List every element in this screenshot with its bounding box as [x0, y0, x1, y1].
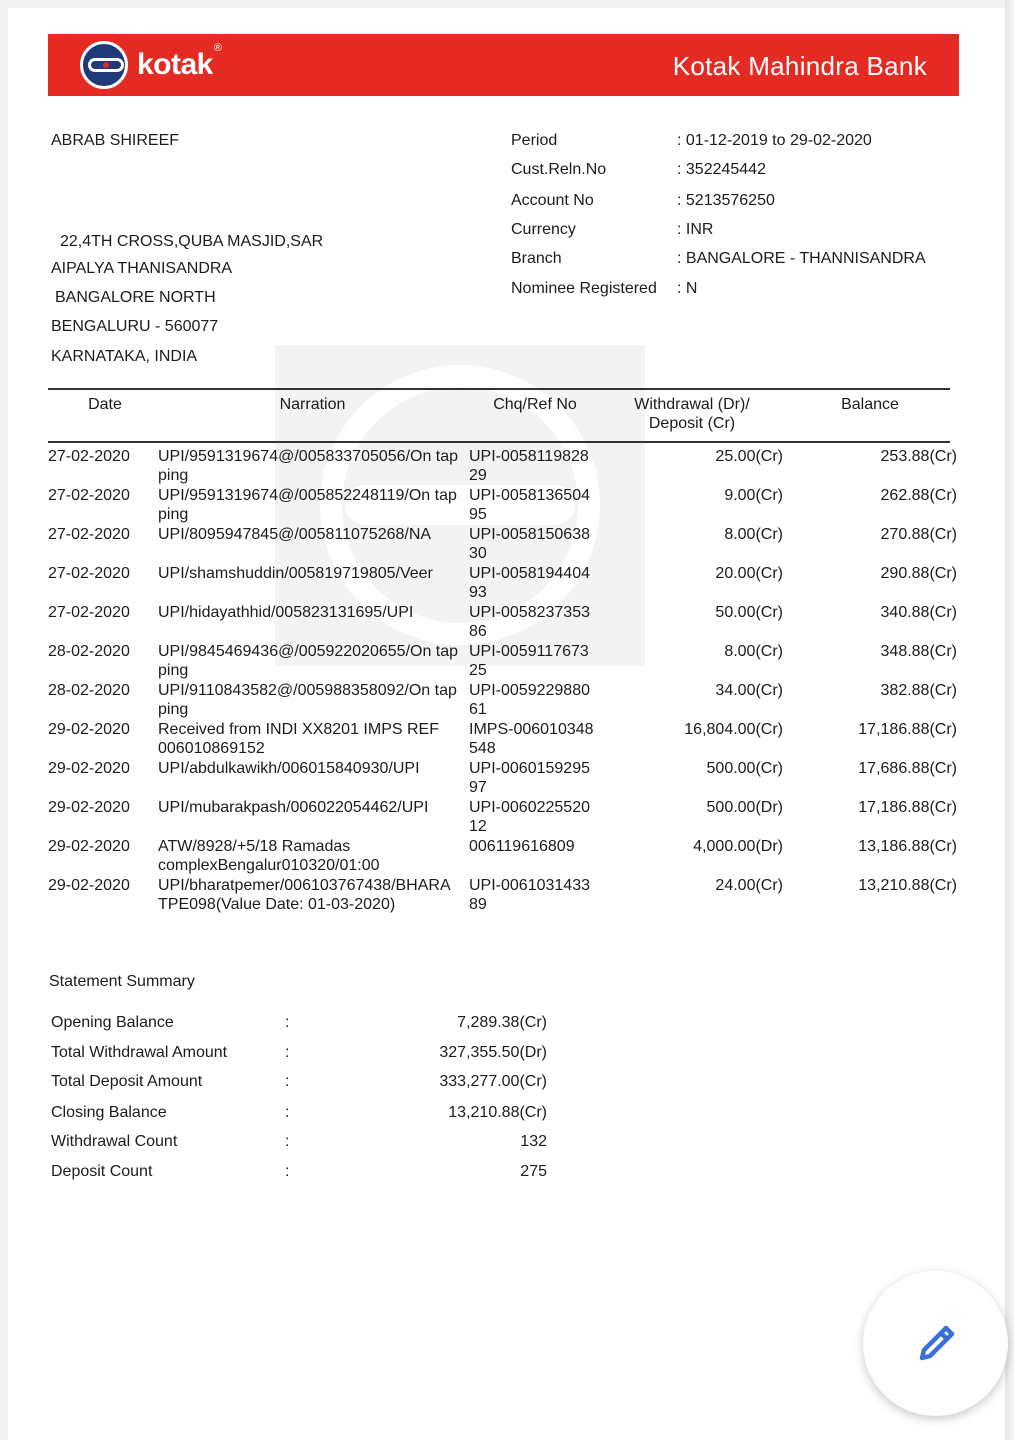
- txn-amount: 34.00(Cr): [715, 682, 783, 699]
- summary-colon: :: [285, 1133, 290, 1150]
- header-date: Date: [88, 396, 122, 413]
- header-amount-line2: Deposit (Cr): [648, 415, 736, 432]
- table-row: [48, 642, 959, 681]
- txn-amount: 4,000.00(Dr): [693, 838, 783, 855]
- table-row: [48, 447, 959, 486]
- summary-row: [51, 1104, 547, 1128]
- info-value: : 352245442: [677, 161, 766, 178]
- info-value: : N: [677, 280, 698, 297]
- txn-narration: ATW/8928/+5/18 Ramadas complexBengalur010320/01:00: [158, 838, 380, 874]
- txn-balance: 340.88(Cr): [880, 604, 957, 621]
- summary-colon: :: [285, 1163, 290, 1180]
- txn-amount: 16,804.00(Cr): [684, 721, 783, 738]
- edit-fab-button[interactable]: [863, 1271, 1008, 1416]
- logo-text: kotak: [137, 48, 213, 81]
- txn-narration: UPI/mubarakpash/006022054462/UPI: [158, 799, 429, 816]
- summary-label: Withdrawal Count: [51, 1133, 178, 1150]
- info-label: Account No: [511, 192, 594, 209]
- table-row: [48, 681, 959, 720]
- address-line-2: AIPALYA THANISANDRA: [51, 260, 233, 277]
- txn-balance: 13,186.88(Cr): [858, 838, 957, 855]
- table-row: [48, 486, 959, 525]
- summary-value: 327,355.50(Dr): [439, 1044, 547, 1061]
- summary-value: 275: [520, 1163, 547, 1180]
- txn-date: 29-02-2020: [48, 838, 130, 855]
- bank-header: [48, 34, 959, 96]
- summary-colon: :: [285, 1073, 290, 1090]
- txn-amount: 8.00(Cr): [724, 643, 783, 660]
- header-amount-line1: Withdrawal (Dr)/: [634, 396, 750, 413]
- info-value: : INR: [677, 221, 714, 238]
- pencil-edit-icon: [910, 1318, 962, 1370]
- txn-balance: 17,186.88(Cr): [858, 721, 957, 738]
- address-line-3: BANGALORE NORTH: [55, 289, 216, 306]
- summary-row: [51, 1044, 547, 1068]
- txn-balance: 13,210.88(Cr): [858, 877, 957, 894]
- txn-date: 27-02-2020: [48, 565, 130, 582]
- txn-amount: 24.00(Cr): [715, 877, 783, 894]
- txn-balance: 17,186.88(Cr): [858, 799, 957, 816]
- info-label: Currency: [511, 221, 576, 238]
- header-balance: Balance: [841, 396, 899, 413]
- kotak-logo-icon: [80, 41, 128, 89]
- txn-date: 27-02-2020: [48, 487, 130, 504]
- txn-ref: UPI-006022552012: [469, 799, 590, 835]
- txn-ref: 006119616809: [469, 838, 575, 855]
- kotak-logo: [80, 44, 222, 86]
- viewer-edge: [1005, 0, 1014, 1440]
- table-row: [48, 525, 959, 564]
- txn-ref: UPI-005922988061: [469, 682, 590, 718]
- txn-narration: UPI/9591319674@/005833705056/On tapping: [158, 448, 459, 484]
- info-label: Period: [511, 132, 558, 149]
- txn-balance: 290.88(Cr): [880, 565, 957, 582]
- table-top-rule: [48, 388, 950, 390]
- summary-colon: :: [285, 1014, 290, 1031]
- txn-narration: UPI/abdulkawikh/006015840930/UPI: [158, 760, 420, 777]
- summary-label: Opening Balance: [51, 1014, 174, 1031]
- summary-colon: :: [285, 1044, 290, 1061]
- txn-amount: 50.00(Cr): [715, 604, 783, 621]
- txn-balance: 253.88(Cr): [880, 448, 957, 465]
- table-row: [48, 603, 959, 642]
- info-label: Cust.Reln.No: [511, 161, 607, 178]
- txn-ref: UPI-006103143389: [469, 877, 590, 913]
- txn-amount: 8.00(Cr): [724, 526, 783, 543]
- txn-date: 29-02-2020: [48, 721, 130, 738]
- txn-date: 29-02-2020: [48, 799, 130, 816]
- txn-date: 28-02-2020: [48, 682, 130, 699]
- txn-date: 27-02-2020: [48, 604, 130, 621]
- txn-narration: UPI/9591319674@/005852248119/On tapping: [158, 487, 457, 523]
- summary-label: Closing Balance: [51, 1104, 167, 1121]
- txn-ref: UPI-005815063830: [469, 526, 590, 562]
- txn-narration: UPI/8095947845@/005811075268/NA: [158, 526, 432, 543]
- table-row: [48, 837, 959, 876]
- txn-narration: UPI/hidayathhid/005823131695/UPI: [158, 604, 414, 621]
- txn-amount: 9.00(Cr): [724, 487, 783, 504]
- txn-narration: UPI/shamshuddin/005819719805/Veer: [158, 565, 433, 582]
- summary-row: [51, 1163, 547, 1187]
- summary-row: [51, 1073, 547, 1097]
- txn-ref: UPI-006015929597: [469, 760, 590, 796]
- txn-balance: 17,686.88(Cr): [858, 760, 957, 777]
- table-row: [48, 876, 959, 915]
- txn-ref: IMPS-006010348548: [469, 721, 594, 757]
- info-value: : BANGALORE - THANNISANDRA: [677, 250, 926, 267]
- txn-balance: 270.88(Cr): [880, 526, 957, 543]
- summary-title: Statement Summary: [49, 973, 195, 990]
- info-label: Branch: [511, 250, 562, 267]
- summary-value: 333,277.00(Cr): [439, 1073, 547, 1090]
- txn-balance: 262.88(Cr): [880, 487, 957, 504]
- summary-label: Deposit Count: [51, 1163, 153, 1180]
- txn-date: 29-02-2020: [48, 877, 130, 894]
- address-line-5: KARNATAKA, INDIA: [51, 348, 198, 365]
- txn-balance: 382.88(Cr): [880, 682, 957, 699]
- table-row: [48, 798, 959, 837]
- txn-amount: 20.00(Cr): [715, 565, 783, 582]
- summary-label: Total Deposit Amount: [51, 1073, 203, 1090]
- txn-balance: 348.88(Cr): [880, 643, 957, 660]
- customer-name: ABRAB SHIREEF: [51, 132, 180, 149]
- info-value: : 01-12-2019 to 29-02-2020: [677, 132, 872, 149]
- txn-narration: UPI/bharatpemer/006103767438/BHARA TPE098(Value Date: 01-03-2020): [158, 877, 450, 913]
- table-row: [48, 759, 959, 798]
- txn-narration: UPI/9110843582@/005988358092/On tapping: [158, 682, 457, 718]
- summary-row: [51, 1014, 547, 1038]
- summary-value: 13,210.88(Cr): [448, 1104, 547, 1121]
- txn-amount: 500.00(Dr): [706, 799, 783, 816]
- txn-amount: 25.00(Cr): [715, 448, 783, 465]
- txn-date: 27-02-2020: [48, 448, 130, 465]
- txn-ref: UPI-005823735386: [469, 604, 590, 640]
- table-row: [48, 564, 959, 603]
- txn-date: 29-02-2020: [48, 760, 130, 777]
- address-line-1: 22,4TH CROSS,QUBA MASJID,SAR: [60, 233, 324, 250]
- summary-row: [51, 1133, 547, 1157]
- summary-value: 132: [520, 1133, 547, 1150]
- txn-date: 28-02-2020: [48, 643, 130, 660]
- summary-colon: :: [285, 1104, 290, 1121]
- address-line-4: BENGALURU - 560077: [51, 318, 219, 335]
- txn-narration: Received from INDI XX8201 IMPS REF 006010869152: [158, 721, 439, 757]
- txn-narration: UPI/9845469436@/005922020655/On tapping: [158, 643, 459, 679]
- txn-ref: UPI-005811982829: [469, 448, 589, 484]
- bank-name: Kotak Mahindra Bank: [672, 51, 927, 81]
- txn-ref: UPI-005813650495: [469, 487, 590, 523]
- table-header-rule: [48, 441, 950, 443]
- summary-value: 7,289.38(Cr): [457, 1014, 547, 1031]
- registered-mark: ®: [213, 42, 222, 54]
- info-label: Nominee Registered: [511, 280, 657, 297]
- header-ref: Chq/Ref No: [493, 396, 577, 413]
- txn-ref: UPI-005911767325: [469, 643, 589, 679]
- summary-label: Total Withdrawal Amount: [51, 1044, 228, 1061]
- header-narration: Narration: [279, 396, 346, 413]
- txn-ref: UPI-005819440493: [469, 565, 590, 601]
- table-row: [48, 720, 959, 759]
- txn-amount: 500.00(Cr): [706, 760, 783, 777]
- info-value: : 5213576250: [677, 192, 775, 209]
- txn-date: 27-02-2020: [48, 526, 130, 543]
